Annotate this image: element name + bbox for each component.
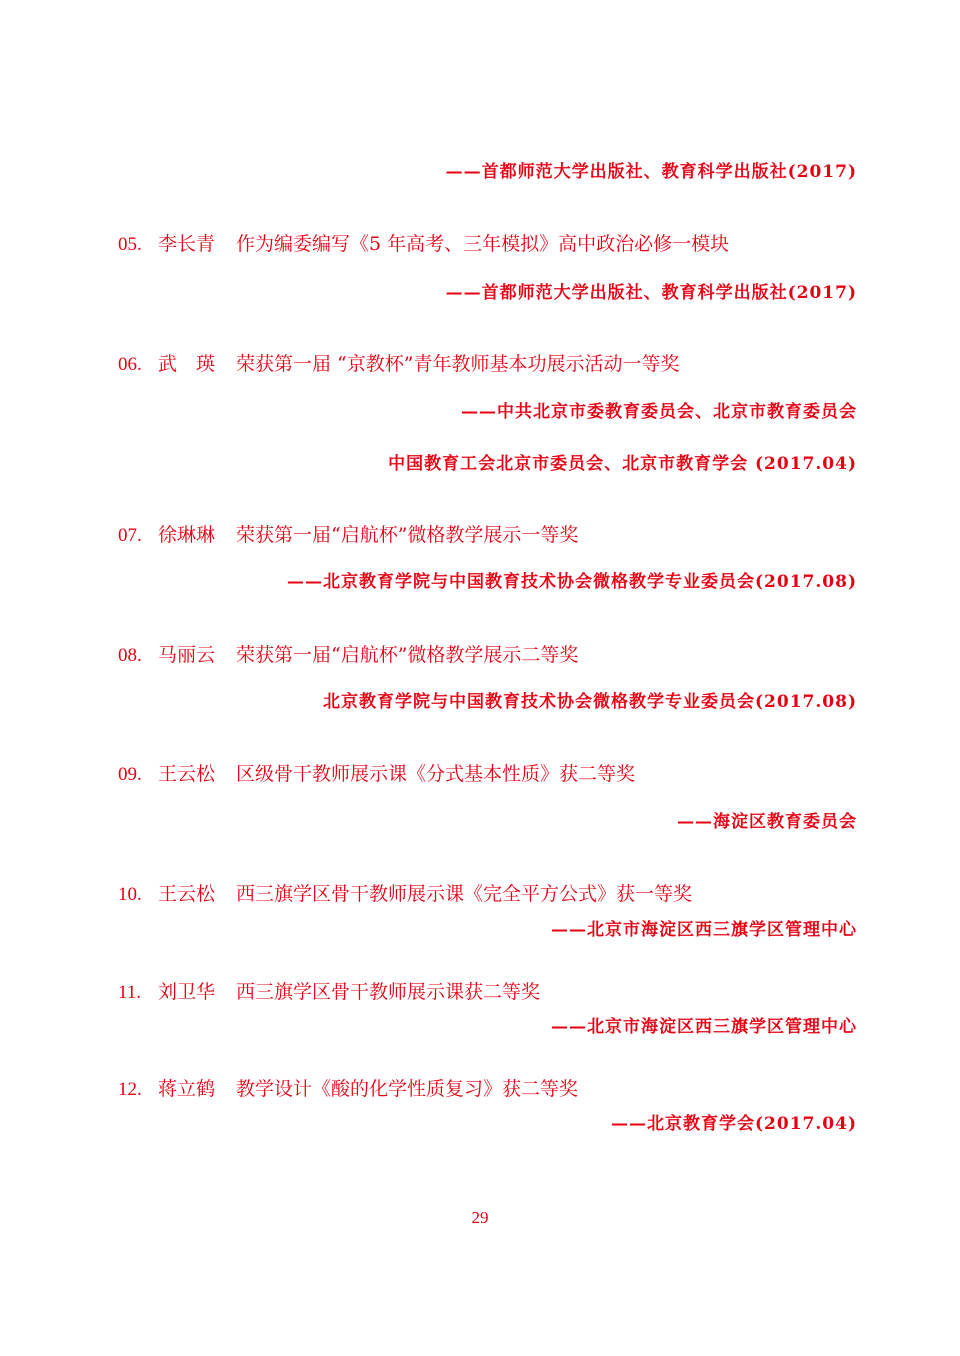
source-line: ——北京教育学院与中国教育技术协会微格教学专业委员会(2017.08) bbox=[287, 572, 857, 592]
entry-person: 刘卫华 bbox=[158, 981, 216, 1003]
entry-number: 12. bbox=[118, 1079, 142, 1100]
entry-title: 区级骨干教师展示课《分式基本性质》获二等奖 bbox=[236, 763, 636, 785]
entry-title: 西三旗学区骨干教师展示课《完全平方公式》获一等奖 bbox=[236, 883, 693, 905]
entry-person: 徐琳琳 bbox=[158, 524, 216, 546]
entry-number: 11. bbox=[118, 982, 142, 1003]
award-entry bbox=[118, 355, 679, 374]
entry-number: 09. bbox=[118, 764, 142, 785]
entry-title: 教学设计《酸的化学性质复习》获二等奖 bbox=[236, 1078, 579, 1100]
award-entry bbox=[118, 765, 635, 784]
entry-person: 王云松 bbox=[158, 883, 216, 905]
entry-title: 荣获第一届 “京教杯”青年教师基本功展示活动一等奖 bbox=[236, 353, 680, 375]
source-line: ——首都师范大学出版社、教育科学出版社(2017) bbox=[445, 283, 857, 303]
source-line: ——中共北京市委教育委员会、北京市教育委员会 bbox=[461, 402, 857, 422]
entry-title: 作为编委编写《5 年高考、三年模拟》高中政治必修一模块 bbox=[236, 233, 730, 255]
entry-person: 马丽云 bbox=[158, 644, 216, 666]
award-entry bbox=[118, 983, 540, 1002]
entry-person: 武 瑛 bbox=[158, 353, 216, 375]
entry-title: 西三旗学区骨干教师展示课获二等奖 bbox=[236, 981, 541, 1003]
award-entry bbox=[118, 646, 578, 665]
source-line: ——北京市海淀区西三旗学区管理中心 bbox=[551, 920, 857, 940]
entry-title: 荣获第一届“启航杯”微格教学展示一等奖 bbox=[236, 524, 579, 546]
source-line: ——首都师范大学出版社、教育科学出版社(2017) bbox=[445, 162, 857, 182]
source-line: ——北京教育学会(2017.04) bbox=[611, 1114, 857, 1134]
entry-title: 荣获第一届“启航杯”微格教学展示二等奖 bbox=[236, 644, 579, 666]
entry-person: 王云松 bbox=[158, 763, 216, 785]
entry-number: 10. bbox=[118, 884, 142, 905]
entry-person: 李长青 bbox=[158, 233, 216, 255]
award-entry bbox=[118, 526, 578, 545]
page-number: 29 bbox=[471, 1208, 489, 1227]
award-entry bbox=[118, 235, 729, 254]
award-entry bbox=[118, 1080, 578, 1099]
entry-number: 06. bbox=[118, 354, 142, 375]
source-line: ——北京市海淀区西三旗学区管理中心 bbox=[551, 1017, 857, 1037]
source-line: ——海淀区教育委员会 bbox=[677, 812, 857, 832]
entry-number: 07. bbox=[118, 525, 142, 546]
entry-person: 蒋立鹤 bbox=[158, 1078, 216, 1100]
source-line: 北京教育学院与中国教育技术协会微格教学专业委员会(2017.08) bbox=[323, 692, 857, 712]
award-entry bbox=[118, 885, 692, 904]
entry-number: 05. bbox=[118, 234, 142, 255]
source-line: 中国教育工会北京市委员会、北京市教育学会 (2017.04) bbox=[388, 454, 857, 474]
entry-number: 08. bbox=[118, 645, 142, 666]
